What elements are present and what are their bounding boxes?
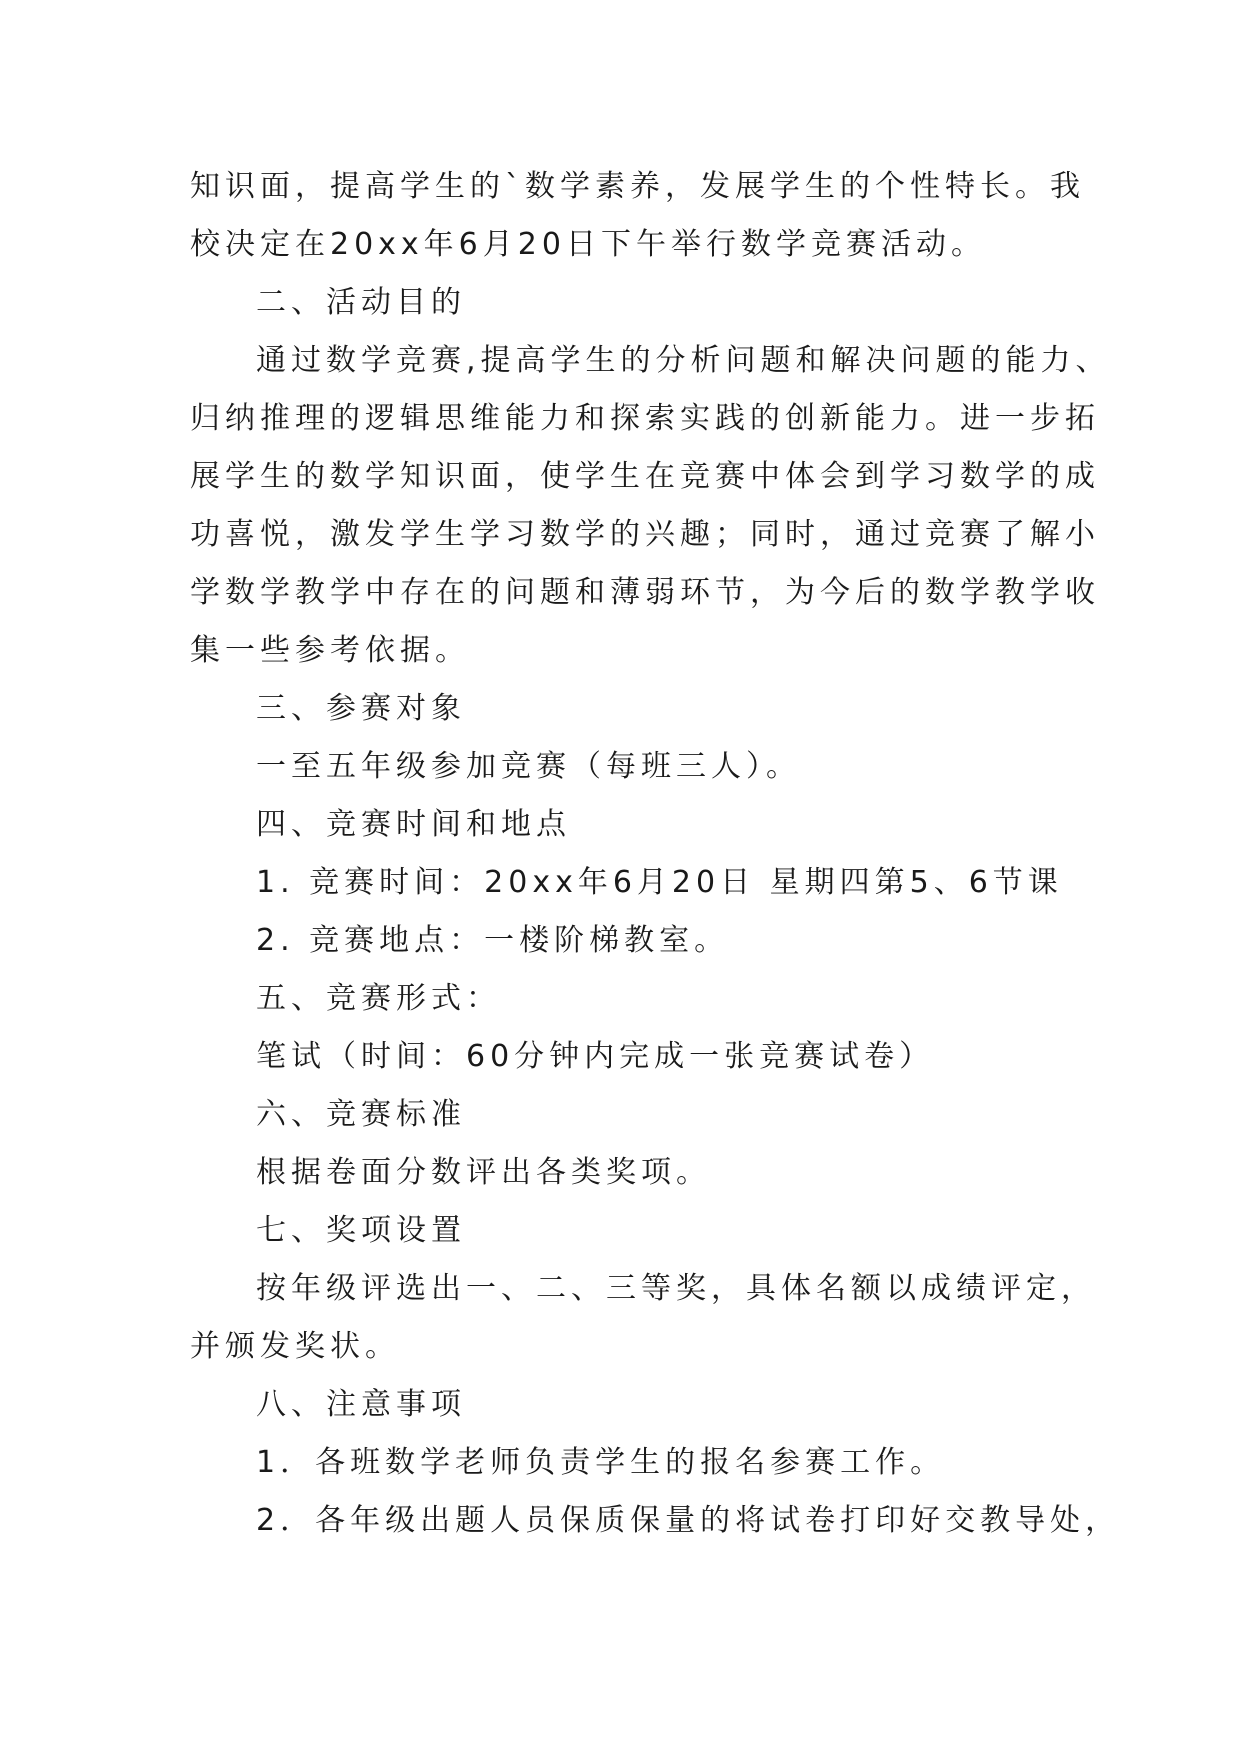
text-line: 校决定在20xx年6月20日下午举行数学竞赛活动。 (190, 227, 986, 262)
section-heading: 二、活动目的 (256, 285, 466, 320)
text-line: 1．各班数学老师负责学生的报名参赛工作。 (256, 1445, 946, 1480)
text-line: 根据卷面分数评出各类奖项。 (256, 1155, 711, 1190)
text-line: 知识面，提高学生的`数学素养，发展学生的个性特长。我 (190, 169, 1085, 204)
text-line: 1. 竞赛时间：20xx年6月20日 星期四第5、6节课 (256, 865, 1063, 900)
text-line: 2．各年级出题人员保质保量的将试卷打印好交教导处， (256, 1503, 1121, 1538)
text-line: 展学生的数学知识面，使学生在竞赛中体会到学习数学的成 (190, 459, 1100, 494)
section-heading: 七、奖项设置 (256, 1213, 466, 1248)
section-heading: 五、竞赛形式： (256, 981, 501, 1016)
text-line: 一至五年级参加竞赛（每班三人）。 (256, 749, 801, 784)
text-line: 按年级评选出一、二、三等奖，具体名额以成绩评定， (256, 1271, 1096, 1306)
text-line: 学数学教学中存在的问题和薄弱环节，为今后的数学教学收 (190, 575, 1100, 610)
text-line: 笔试（时间：60分钟内完成一张竞赛试卷） (256, 1039, 935, 1074)
text-line: 通过数学竞赛,提高学生的分析问题和解决问题的能力、 (256, 343, 1111, 378)
section-heading: 六、竞赛标准 (256, 1097, 466, 1132)
text-line: 功喜悦，激发学生学习数学的兴趣；同时，通过竞赛了解小 (190, 517, 1100, 552)
text-line: 并颁发奖状。 (190, 1329, 400, 1364)
document-body (190, 158, 1121, 1550)
text-line: 2. 竞赛地点：一楼阶梯教室。 (256, 923, 730, 958)
section-heading: 八、注意事项 (256, 1387, 466, 1422)
section-heading: 四、竞赛时间和地点 (256, 807, 571, 842)
text-line: 归纳推理的逻辑思维能力和探索实践的创新能力。进一步拓 (190, 401, 1100, 436)
text-line: 集一些参考依据。 (190, 633, 470, 668)
section-heading: 三、参赛对象 (256, 691, 466, 726)
